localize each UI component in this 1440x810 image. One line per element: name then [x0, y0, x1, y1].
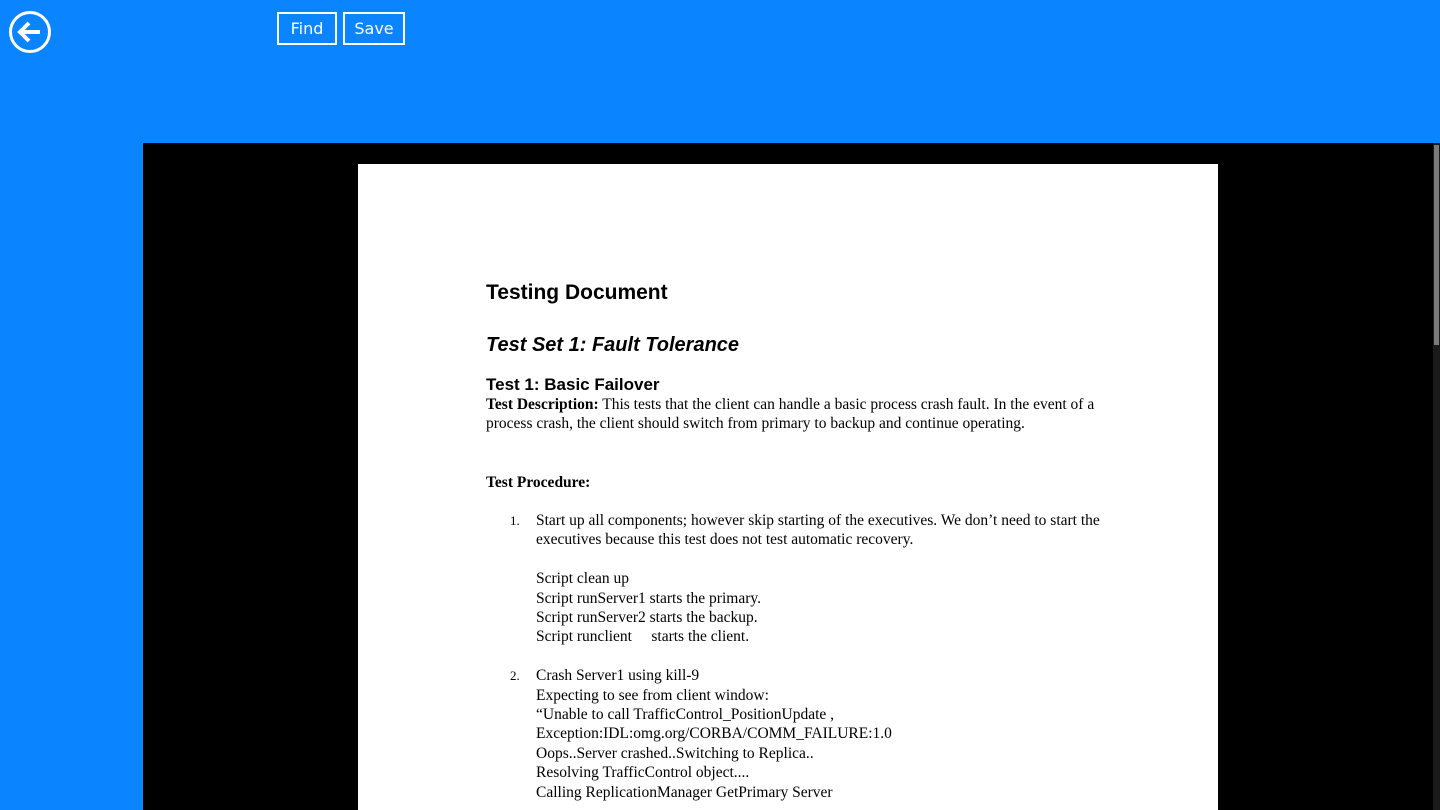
document-title: Testing Document: [486, 281, 668, 304]
step-line: Oops..Server crashed..Switching to Replica..: [536, 744, 814, 762]
list-item-number: 1.: [510, 513, 520, 528]
script-line: Script clean up: [536, 570, 629, 588]
vertical-scrollbar[interactable]: [1433, 143, 1440, 810]
script-line: Script runclient starts the client.: [536, 628, 750, 646]
step-line: Resolving TrafficControl object....: [536, 764, 750, 782]
step-line: Exception:IDL:omg.org/CORBA/COMM_FAILURE:1.0: [536, 725, 892, 743]
step-line: “Unable to call TrafficControl_PositionUpdate ,: [536, 706, 835, 724]
save-button[interactable]: Save: [343, 12, 405, 45]
list-item: [486, 511, 1106, 647]
procedure-label: Test Procedure:: [486, 474, 591, 491]
description-label: Test Description:: [486, 396, 599, 413]
script-line: Script runServer2 starts the backup.: [536, 609, 758, 627]
scrollbar-thumb[interactable]: [1434, 145, 1439, 345]
back-button[interactable]: [8, 10, 52, 54]
script-line: Script runServer1 starts the primary.: [536, 589, 761, 607]
document-viewer[interactable]: [143, 143, 1440, 810]
step-text: Start up all components; however skip starting of the executives. We don’t need to start the executives because this test does not test automatic recovery.: [536, 512, 1100, 549]
test-title: Test 1: Basic Failover: [486, 375, 660, 394]
step-line: Crash Server1 using kill-9: [536, 667, 700, 685]
procedure-list: [486, 511, 1106, 802]
description-text: This tests that the client can handle a basic process crash fault. In the event of a process crash, the client should switch from primary to backup and continue operating.: [486, 396, 1095, 433]
list-item-number: 2.: [510, 668, 520, 684]
step-line: Calling ReplicationManager GetPrimary Server: [536, 783, 833, 801]
test-set-title: Test Set 1: Fault Tolerance: [486, 334, 740, 356]
document-page: [358, 164, 1218, 810]
test-description: [486, 395, 1096, 434]
step-line: Expecting to see from client window:: [536, 686, 769, 704]
document-content: [486, 280, 1106, 801]
find-button[interactable]: Find: [277, 12, 337, 45]
arrow-left-circle-icon: [8, 10, 52, 54]
list-item: [486, 666, 1106, 802]
